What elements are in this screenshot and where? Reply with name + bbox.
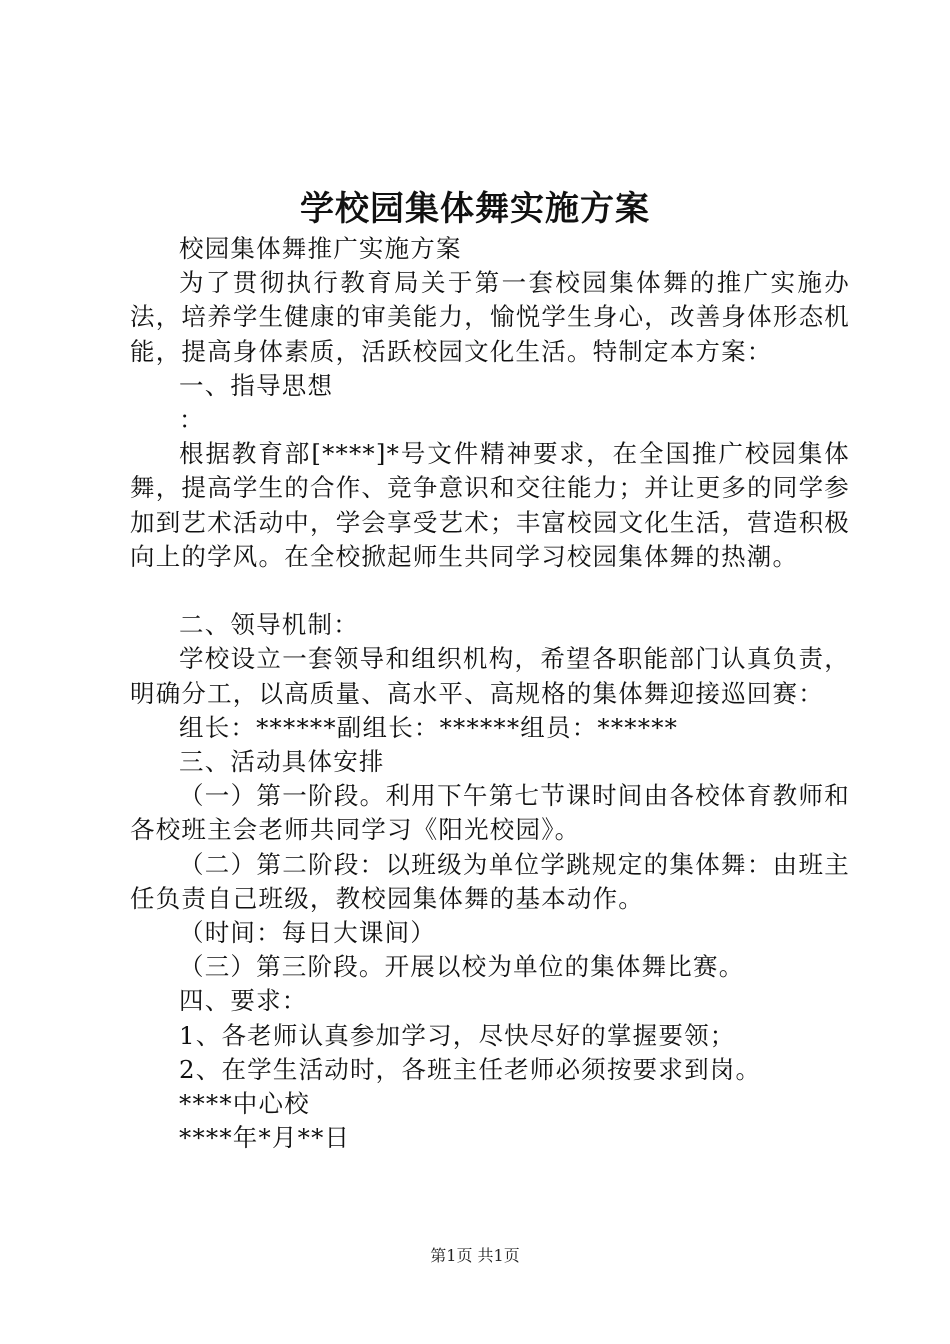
paragraph-intro: 为了贯彻执行教育局关于第一套校园集体舞的推广实施办法，培养学生健康的审美能力，愉悦学生身心，改善身体形态机能，提高身体素质，活跃校园文化生活。特制定本方案： — [130, 268, 850, 366]
paragraph-signature-school: ****中心校 — [179, 1089, 310, 1119]
section-heading-activities: 三、活动具体安排 — [179, 747, 385, 777]
paragraph-stage-two: （二）第二阶段：以班级为单位学跳规定的集体舞：由班主任负责自己班级，教校园集体舞的基本动作。 — [130, 849, 850, 913]
paragraph-signature-date: ****年*月**日 — [179, 1123, 351, 1153]
paragraph-stage-three: （三）第三阶段。开展以校为单位的集体舞比赛。 — [179, 952, 745, 982]
document-body — [130, 232, 850, 1155]
document-title: 学校园集体舞实施方案 — [300, 189, 650, 229]
paragraph-stage-one: （一）第一阶段。利用下午第七节课时间由各校体育教师和各校班主会老师共同学习《阳光校园》。 — [130, 781, 850, 845]
section-heading-guiding-ideology: 一、指导思想 — [179, 370, 334, 400]
paragraph-guiding-content: 根据教育部[****]*号文件精神要求，在全国推广校园集体舞，提高学生的合作、竞争意识和交往能力；并让更多的同学参加到艺术活动中，学会享受艺术；丰富校园文化生活，营造积极向上的学风。在全校掀起师生共同学习校园集体舞的热潮。 — [130, 439, 850, 571]
section-heading-leadership: 二、领导机制： — [179, 610, 359, 640]
paragraph-subtitle: 校园集体舞推广实施方案 — [179, 234, 462, 263]
paragraph-requirement-two: 2、在学生活动时，各班主任老师必须按要求到岗。 — [179, 1054, 762, 1084]
paragraph-blank — [130, 574, 850, 608]
section-heading-requirements: 四、要求： — [179, 986, 308, 1016]
paragraph-leadership-content: 学校设立一套领导和组织机构，希望各职能部门认真负责，明确分工，以高质量、高水平、高规格的集体舞迎接巡回赛： — [130, 644, 850, 708]
page-footer: 第1页 共1页 — [430, 1246, 520, 1265]
paragraph-requirement-one: 1、各老师认真参加学习，尽快尽好的掌握要领； — [179, 1020, 736, 1050]
paragraph-time-note: （时间：每日大课间） — [179, 918, 436, 948]
paragraph-colon: ： — [179, 405, 205, 435]
paragraph-team-members: 组长：******副组长：******组员：****** — [179, 712, 679, 742]
